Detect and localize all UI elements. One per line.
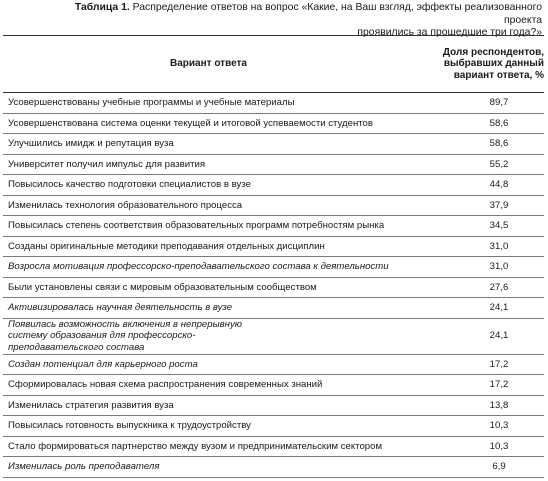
value-cell: 34,5: [414, 216, 544, 237]
value-cell: 27,6: [414, 277, 544, 298]
table-row: [3, 436, 544, 457]
value-cell: 10,3: [414, 436, 544, 457]
answer-cell: Повысилась готовность выпускника к трудоустройству: [3, 416, 414, 437]
header-share: [414, 36, 544, 93]
value-cell: 24,1: [414, 318, 544, 354]
table-row: [3, 113, 544, 134]
table-row: [3, 154, 544, 175]
answer-cell: Усовершенствована система оценки текущей и итоговой успеваемости студентов: [3, 113, 414, 134]
value-cell: 31,0: [414, 257, 544, 278]
table-caption: [42, 2, 542, 40]
value-cell: 10,3: [414, 416, 544, 437]
table-row: [3, 93, 544, 114]
header-share-line1: Доля респондентов,: [442, 46, 544, 58]
table-row: [3, 195, 544, 216]
answer-cell: Стало формироваться партнерство между вузом и предпринимательским сектором: [3, 436, 414, 457]
value-cell: 44,8: [414, 175, 544, 196]
answer-cell: Изменилась роль преподавателя: [3, 457, 414, 478]
table-row: [3, 175, 544, 196]
answer-cell: Повысилось качество подготовки специалистов в вузе: [3, 175, 414, 196]
answer-cell: Возросла мотивация профессорско-преподавательского состава к деятельности: [3, 257, 414, 278]
table-row: [3, 395, 544, 416]
value-cell: 6,9: [414, 457, 544, 478]
answer-cell: Сформировалась новая схема распространения современных знаний: [3, 375, 414, 396]
header-share-line3: вариант ответа, %: [453, 69, 544, 81]
header-share-line2: выбравших данный: [443, 58, 544, 70]
caption-label: Таблица 1.: [74, 2, 130, 13]
caption-text-line1: Распределение ответов на вопрос «Какие, на Ваш взгляд, эффекты реализованного проекта: [132, 2, 542, 26]
table-row: [3, 416, 544, 437]
table-row: [3, 318, 544, 354]
value-cell: 58,6: [414, 113, 544, 134]
table-row: [3, 375, 544, 396]
value-cell: 24,1: [414, 298, 544, 319]
answer-cell: Созданы оригинальные методики преподавания отдельных дисциплин: [3, 236, 414, 257]
answer-cell: Изменилась стратегия развития вуза: [3, 395, 414, 416]
value-cell: 58,6: [414, 134, 544, 155]
answer-cell: Появилась возможность включения в непрерывную систему образования для профессорско-преподавательского состава: [3, 318, 414, 354]
value-cell: 55,2: [414, 154, 544, 175]
survey-results-table: [3, 35, 544, 478]
table-row: [3, 134, 544, 155]
answer-cell: Усовершенствованы учебные программы и учебные материалы: [3, 93, 414, 114]
table-row: [3, 216, 544, 237]
answer-cell: Были установлены связи с мировым образовательным сообществом: [3, 277, 414, 298]
value-cell: 13,8: [414, 395, 544, 416]
table-row: [3, 236, 544, 257]
answer-cell: Улучшились имидж и репутация вуза: [3, 134, 414, 155]
value-cell: 89,7: [414, 93, 544, 114]
value-cell: 37,9: [414, 195, 544, 216]
answer-cell: Активизировалась научная деятельность в вузе: [3, 298, 414, 319]
header-answer: Вариант ответа: [3, 36, 414, 93]
table-row: [3, 277, 544, 298]
answer-cell: Изменилась технология образовательного процесса: [3, 195, 414, 216]
table-row: [3, 354, 544, 375]
table-header-row: [3, 36, 544, 93]
table-row: [3, 257, 544, 278]
value-cell: 31,0: [414, 236, 544, 257]
answer-cell: Повысилась степень соответствия образовательных программ потребностям рынка: [3, 216, 414, 237]
value-cell: 17,2: [414, 354, 544, 375]
value-cell: 17,2: [414, 375, 544, 396]
answer-cell: Университет получил импульс для развития: [3, 154, 414, 175]
caption-text-line2: проявились за прошедшие три года?»: [357, 27, 542, 38]
table-row: [3, 298, 544, 319]
answer-cell: Создан потенциал для карьерного роста: [3, 354, 414, 375]
table-row: [3, 457, 544, 478]
